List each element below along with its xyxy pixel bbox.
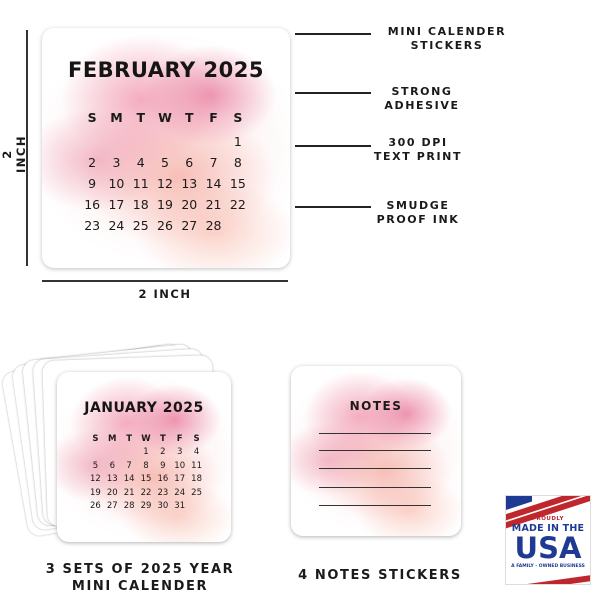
calendar-day: 9 [160,460,166,471]
calendar-day: 6 [185,155,194,170]
calendar-day: 6 [109,460,115,471]
calendar-day: 28 [123,501,135,511]
calendar-day: 8 [143,460,149,471]
january-calendar-sticker [57,372,231,542]
february-calendar-title: FEBRUARY 2025 [67,58,264,82]
calendar-day: 24 [108,218,125,233]
calendar-empty-cell [104,132,128,151]
weekday-header: M [110,110,123,125]
weekday-header: T [185,110,194,125]
january-calendar-title: JANUARY 2025 [84,400,204,416]
sets-caption-line: 3 SETS OF 2025 YEAR [45,562,235,577]
calendar-day: 24 [174,487,186,498]
calendar-day: 2 [88,155,97,170]
calendar-day: 25 [191,487,202,498]
feature-label-text-print [348,136,488,164]
calendar-day: 8 [233,155,242,170]
calendar-day: 17 [174,474,186,484]
calendar-day: 28 [205,218,222,233]
calendar-day: 12 [157,176,173,191]
calendar-day: 15 [229,176,246,191]
calendar-day: 14 [205,176,222,191]
calendar-day: 16 [84,197,101,212]
calendar-day: 7 [209,155,218,170]
calendar-day: 15 [140,474,152,484]
calendar-day: 10 [174,460,186,471]
feature-label-line: PROOF INK [376,213,460,226]
calendar-day: 18 [191,474,202,484]
calendar-day: 23 [84,218,101,233]
calendar-day: 2 [160,447,166,457]
weekday-header: S [87,110,97,125]
badge-country-text: USA [514,531,582,565]
feature-label-line: TEXT PRINT [373,150,463,163]
flag-stripe-icon [505,570,591,585]
calendar-day: 19 [90,487,101,498]
feature-label-line: 300 DPI [388,136,448,149]
feature-label-line: SMUDGE [386,199,450,212]
calendar-day: 19 [157,197,173,212]
calendar-empty-cell [121,446,138,460]
calendar-empty-cell [104,446,121,460]
calendar-empty-cell [153,132,177,151]
calendar-empty-cell [129,132,153,151]
made-in-usa-badge [505,495,591,585]
notes-sticker [291,366,461,536]
weekday-header: S [193,434,200,444]
january-calendar-grid [87,434,205,514]
february-calendar-grid [80,110,250,235]
calendar-day: 13 [106,474,118,484]
calendar-day: 16 [157,474,169,484]
weekday-header: T [126,434,133,444]
notes-title: NOTES [349,399,403,413]
february-calendar-sticker [42,28,290,268]
calendar-day: 3 [112,155,121,170]
feature-label-smudge-proof [348,199,488,227]
calendar-empty-cell [188,500,205,514]
calendar-empty-cell [226,216,250,235]
calendar-day: 14 [123,474,135,484]
calendar-day: 26 [157,218,173,233]
calendar-empty-cell [177,132,201,151]
width-dimension-label: 2 INCH [138,287,192,301]
calendar-day: 27 [106,501,118,511]
sets-caption [20,561,260,595]
calendar-day: 22 [140,487,152,498]
feature-label-line: STRONG [391,85,453,98]
calendar-day: 10 [108,176,125,191]
weekday-header: T [136,110,145,125]
leader-line-mini-calender [295,33,371,35]
notes-writing-line [319,468,431,469]
calendar-day: 23 [157,487,169,498]
calendar-day: 4 [136,155,145,170]
calendar-day: 22 [229,197,246,212]
notes-caption: 4 NOTES STICKERS [298,568,462,583]
weekday-header: M [108,434,117,444]
weekday-header: W [141,434,151,444]
calendar-day: 20 [181,197,198,212]
weekday-header: S [233,110,243,125]
weekday-header: F [209,110,218,125]
calendar-day: 3 [177,447,183,457]
weekday-header: S [92,434,99,444]
calendar-day: 11 [191,460,202,471]
calendar-day: 13 [181,176,198,191]
calendar-day: 26 [90,501,101,511]
notes-writing-line [319,505,431,506]
calendar-day: 7 [126,460,132,471]
calendar-day: 21 [205,197,222,212]
width-dimension-line [42,280,288,282]
calendar-day: 27 [181,218,198,233]
calendar-day: 12 [90,474,101,484]
badge-tagline-text: A FAMILY - OWNED BUSINESS [511,564,585,569]
sets-caption-line: MINI CALENDER [71,579,209,594]
badge-proudly-text: PROUDLY [531,516,565,522]
calendar-day: 4 [193,447,200,457]
calendar-day: 5 [92,460,99,471]
calendar-day: 1 [233,134,242,149]
calendar-day: 31 [174,501,186,511]
weekday-header: W [158,110,172,125]
feature-label-line: MINI CALENDER [387,25,507,38]
weekday-header: F [176,434,183,444]
feature-label-adhesive [352,85,492,113]
calendar-day: 25 [132,218,149,233]
feature-label-line: STICKERS [410,39,484,52]
calendar-empty-cell [201,132,225,151]
calendar-day: 18 [132,197,149,212]
badge-made-in-text: MADE IN THE [511,523,585,534]
notes-writing-line [319,450,431,451]
feature-label-mini-calender [372,25,522,53]
calendar-empty-cell [80,132,104,151]
calendar-day: 30 [157,501,169,511]
calendar-empty-cell [87,446,104,460]
calendar-day: 5 [161,155,169,170]
calendar-day: 11 [132,176,149,191]
calendar-day: 17 [108,197,125,212]
feature-label-line: ADHESIVE [384,99,460,112]
notes-writing-line [319,487,431,488]
height-dimension-label: 2 INCH [0,135,28,173]
calendar-day: 21 [123,487,135,498]
notes-writing-line [319,433,431,434]
calendar-day: 9 [88,176,97,191]
calendar-day: 1 [143,447,149,457]
calendar-day: 29 [140,501,152,511]
weekday-header: T [159,434,166,444]
calendar-day: 20 [106,487,118,498]
